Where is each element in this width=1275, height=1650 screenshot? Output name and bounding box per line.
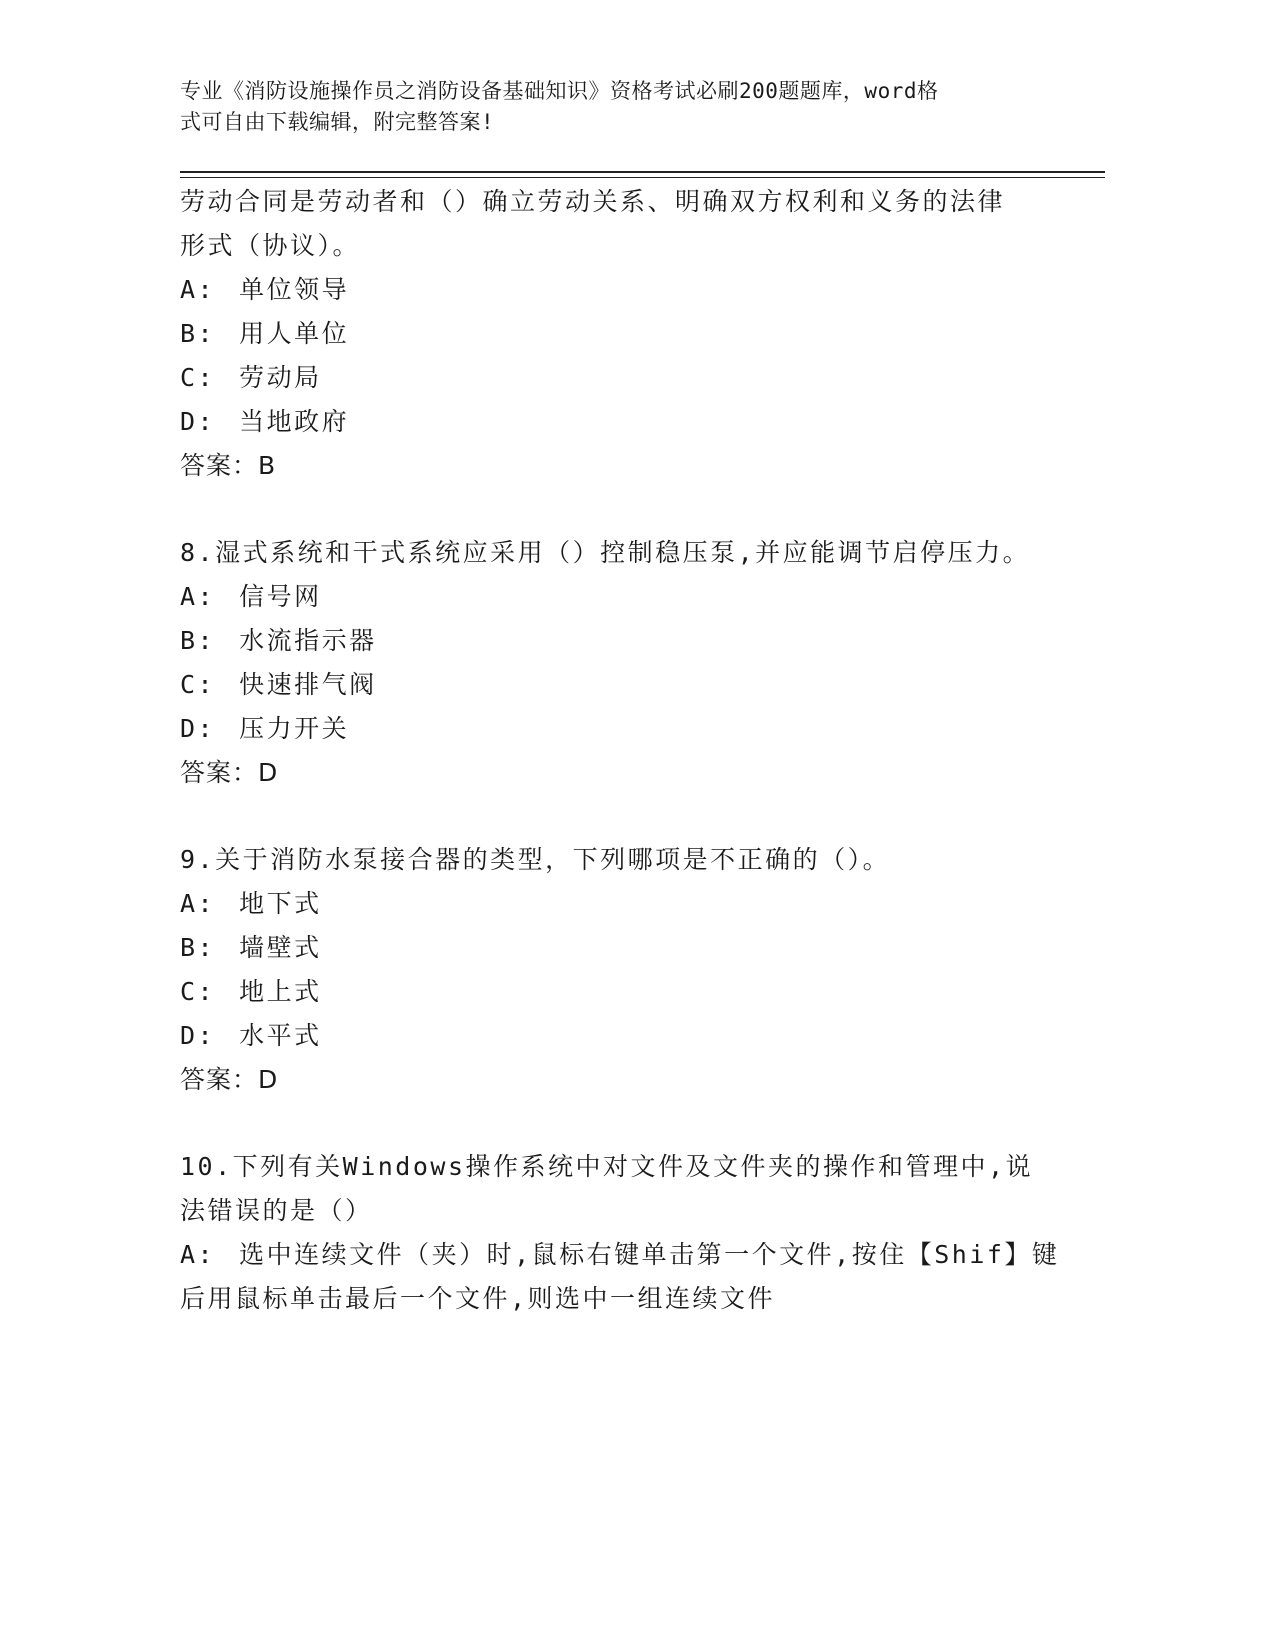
answer-line: 答案：B [180,451,277,480]
question-text-line: 劳动合同是劳动者和（）确立劳动关系、明确双方权利和义务的法律 [180,187,1006,216]
answer-line: 答案：D [180,758,279,787]
header-line-1: 专业《消防设施操作员之消防设备基础知识》资格考试必刷200题题库，word格 [180,79,939,103]
option-letter: C: [180,670,216,699]
option-text: 单位领导 [239,275,350,304]
option-a-continued [180,1277,1040,1321]
option-text: 后用鼠标单击最后一个文件,则选中一组连续文件 [180,1284,776,1313]
option-letter: D: [180,407,216,436]
question-block [180,531,1040,795]
option-text: 水流指示器 [239,626,377,655]
option-text: 地下式 [239,889,322,918]
option-text: 信号网 [239,582,322,611]
option-b [180,926,1040,970]
option-text: 选中连续文件（夹）时,鼠标右键单击第一个文件,按住【Shif】键 [239,1240,1060,1269]
header-line-2: 式可自由下载编辑，附完整答案! [180,110,495,134]
option-text: 压力开关 [239,714,350,743]
question-block [180,1145,1060,1321]
option-b [180,619,1040,663]
option-a [180,1233,1060,1277]
option-letter: A: [180,582,216,611]
option-letter: A: [180,275,216,304]
question-text-line: 法错误的是（） [180,1196,373,1225]
option-letter: D: [180,714,216,743]
answer-line: 答案：D [180,1065,279,1094]
option-a [180,882,1040,926]
question-text-line: 形式（协议）。 [180,231,361,260]
question-list [180,180,1060,1321]
option-b [180,312,1040,356]
option-a [180,575,1040,619]
option-letter: A: [180,889,216,918]
option-c [180,970,1040,1014]
option-text: 劳动局 [239,363,322,392]
option-letter: B: [180,933,216,962]
option-text: 当地政府 [239,407,350,436]
option-text: 快速排气阀 [239,670,377,699]
option-d [180,1014,1040,1058]
option-text: 墙壁式 [239,933,322,962]
option-c [180,356,1040,400]
option-letter: B: [180,626,216,655]
question-text-line: 9.关于消防水泵接合器的类型，下列哪项是不正确的（）。 [180,845,891,874]
option-text: 用人单位 [239,319,350,348]
option-d [180,400,1040,444]
option-letter: C: [180,977,216,1006]
option-a [180,268,1040,312]
option-d [180,707,1040,751]
option-letter: B: [180,319,216,348]
option-letter: C: [180,363,216,392]
option-c [180,663,1040,707]
question-text-line: 10.下列有关Windows操作系统中对文件及文件夹的操作和管理中,说 [180,1152,1034,1181]
option-letter: A: [180,1240,216,1269]
option-letter: D: [180,1021,216,1050]
question-block [180,838,1040,1102]
document-header [180,76,1060,138]
question-text-line: 8.湿式系统和干式系统应采用（）控制稳压泵,并应能调节启停压力。 [180,538,1031,567]
header-divider-thick [180,171,1105,173]
option-text: 地上式 [239,977,322,1006]
header-divider-thin [180,177,1105,178]
question-block [180,180,1040,488]
option-text: 水平式 [239,1021,322,1050]
